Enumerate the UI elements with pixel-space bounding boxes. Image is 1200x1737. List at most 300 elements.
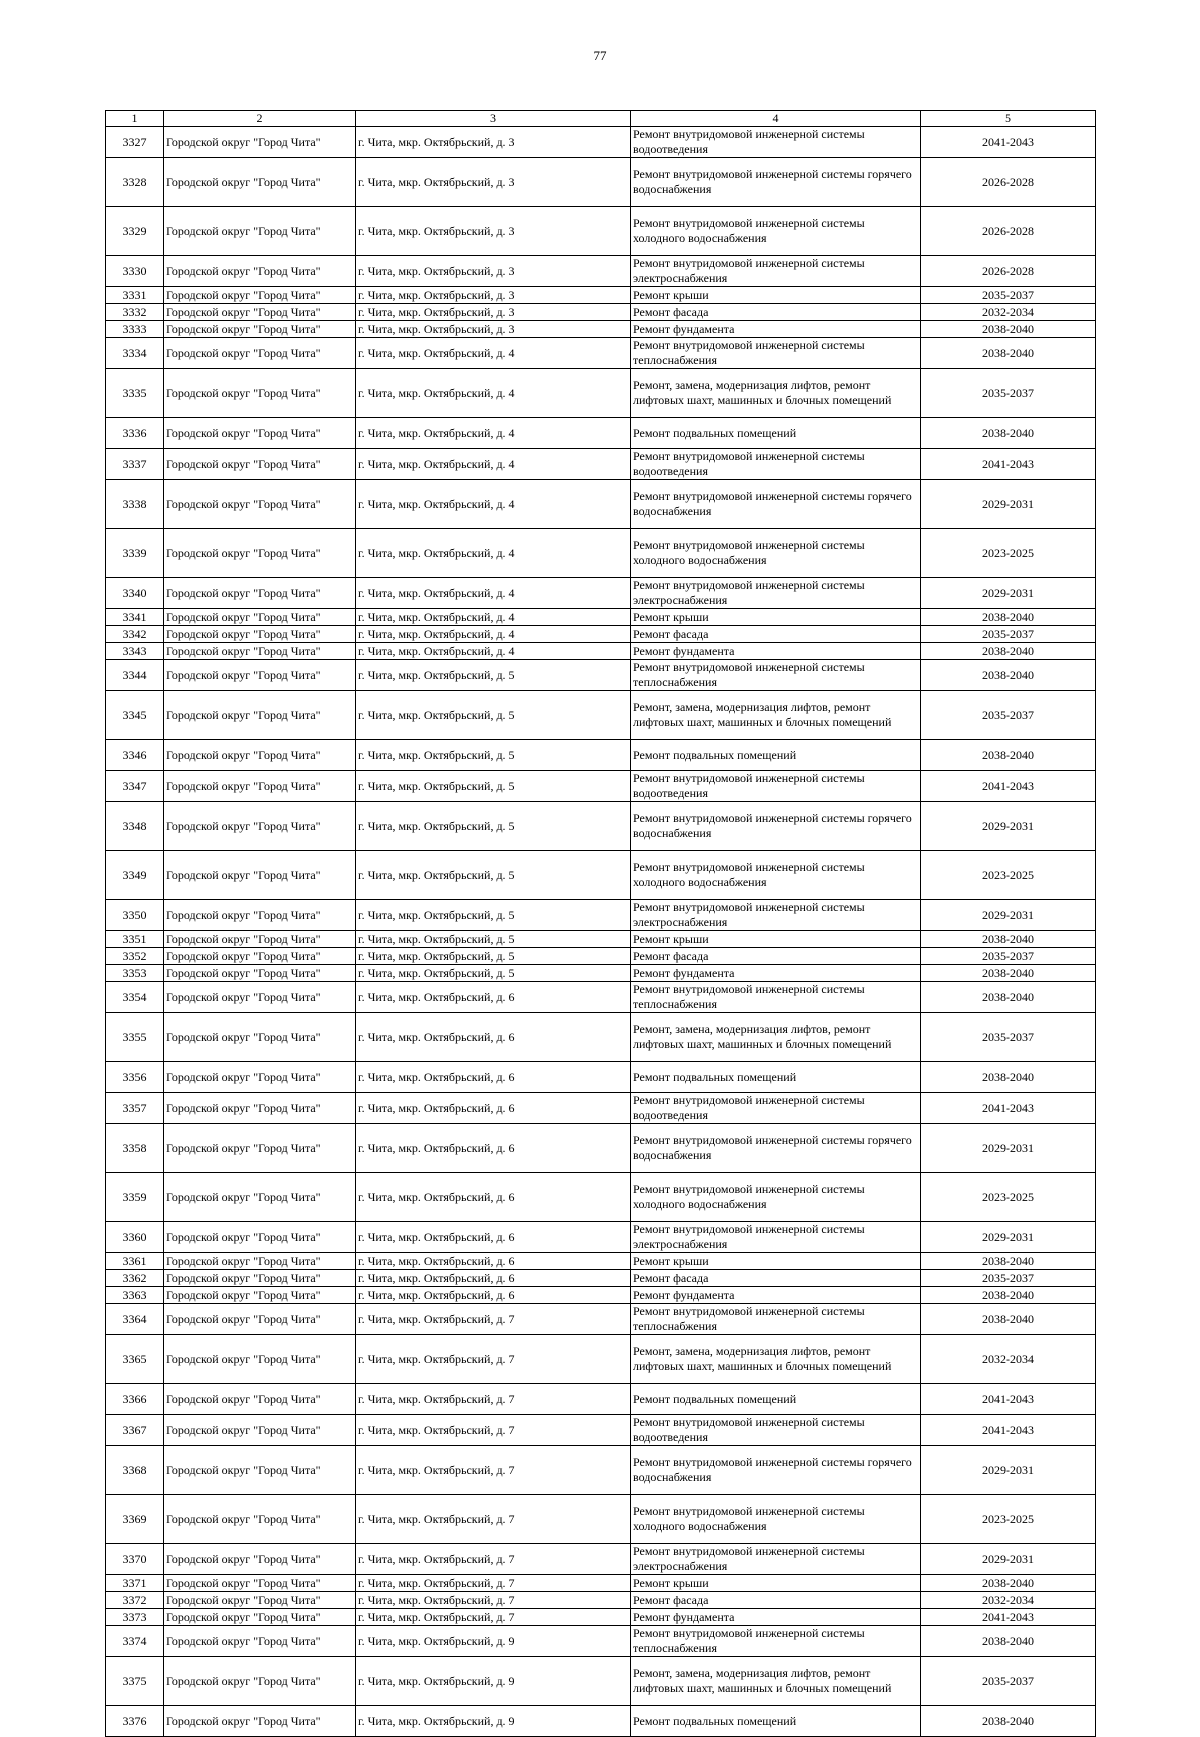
row-number-cell: 3330 <box>106 256 164 287</box>
period-cell: 2035-2037 <box>921 1657 1096 1706</box>
work-type-cell: Ремонт фундамента <box>631 643 921 660</box>
address-cell: г. Чита, мкр. Октябрьский, д. 4 <box>356 369 631 418</box>
table-row <box>106 1609 1096 1626</box>
municipality-cell: Городской округ "Город Чита" <box>164 1013 356 1062</box>
table-row <box>106 1173 1096 1222</box>
work-type-cell: Ремонт внутридомовой инженерной системы теплоснабжения <box>631 1626 921 1657</box>
work-type-cell: Ремонт, замена, модернизация лифтов, ремонт лифтовых шахт, машинных и блочных помещений <box>631 1013 921 1062</box>
row-number-cell: 3344 <box>106 660 164 691</box>
table-row <box>106 643 1096 660</box>
address-cell: г. Чита, мкр. Октябрьский, д. 3 <box>356 127 631 158</box>
address-cell: г. Чита, мкр. Октябрьский, д. 3 <box>356 321 631 338</box>
row-number-cell: 3373 <box>106 1609 164 1626</box>
period-cell: 2038-2040 <box>921 643 1096 660</box>
table-row <box>106 287 1096 304</box>
period-cell: 2038-2040 <box>921 1575 1096 1592</box>
period-cell: 2038-2040 <box>921 1062 1096 1093</box>
table-row <box>106 1013 1096 1062</box>
row-number-cell: 3364 <box>106 1304 164 1335</box>
table-row <box>106 418 1096 449</box>
work-type-cell: Ремонт внутридомовой инженерной системы горячего водоснабжения <box>631 802 921 851</box>
period-cell: 2038-2040 <box>921 1287 1096 1304</box>
row-number-cell: 3361 <box>106 1253 164 1270</box>
municipality-cell: Городской округ "Город Чита" <box>164 1062 356 1093</box>
table-row <box>106 802 1096 851</box>
period-cell: 2035-2037 <box>921 1270 1096 1287</box>
municipality-cell: Городской округ "Город Чита" <box>164 740 356 771</box>
table-row <box>106 931 1096 948</box>
work-type-cell: Ремонт фасада <box>631 1592 921 1609</box>
work-type-cell: Ремонт внутридомовой инженерной системы горячего водоснабжения <box>631 1124 921 1173</box>
period-cell: 2029-2031 <box>921 1124 1096 1173</box>
table-row <box>106 578 1096 609</box>
period-cell: 2041-2043 <box>921 1609 1096 1626</box>
municipality-cell: Городской округ "Город Чита" <box>164 1544 356 1575</box>
row-number-cell: 3368 <box>106 1446 164 1495</box>
work-type-cell: Ремонт внутридомовой инженерной системы холодного водоснабжения <box>631 1495 921 1544</box>
municipality-cell: Городской округ "Город Чита" <box>164 1270 356 1287</box>
municipality-cell: Городской округ "Город Чита" <box>164 948 356 965</box>
period-cell: 2032-2034 <box>921 304 1096 321</box>
row-number-cell: 3332 <box>106 304 164 321</box>
work-type-cell: Ремонт внутридомовой инженерной системы водоотведения <box>631 1415 921 1446</box>
address-cell: г. Чита, мкр. Октябрьский, д. 5 <box>356 948 631 965</box>
address-cell: г. Чита, мкр. Октябрьский, д. 3 <box>356 207 631 256</box>
row-number-cell: 3347 <box>106 771 164 802</box>
address-cell: г. Чита, мкр. Октябрьский, д. 9 <box>356 1657 631 1706</box>
work-type-cell: Ремонт внутридомовой инженерной системы теплоснабжения <box>631 1304 921 1335</box>
work-type-cell: Ремонт, замена, модернизация лифтов, ремонт лифтовых шахт, машинных и блочных помещений <box>631 369 921 418</box>
address-cell: г. Чита, мкр. Октябрьский, д. 5 <box>356 691 631 740</box>
row-number-cell: 3329 <box>106 207 164 256</box>
row-number-cell: 3353 <box>106 965 164 982</box>
period-cell: 2038-2040 <box>921 982 1096 1013</box>
address-cell: г. Чита, мкр. Октябрьский, д. 5 <box>356 931 631 948</box>
address-cell: г. Чита, мкр. Октябрьский, д. 6 <box>356 982 631 1013</box>
column-number-row <box>106 111 1096 127</box>
row-number-cell: 3336 <box>106 418 164 449</box>
municipality-cell: Городской округ "Город Чита" <box>164 609 356 626</box>
address-cell: г. Чита, мкр. Октябрьский, д. 4 <box>356 529 631 578</box>
municipality-cell: Городской округ "Город Чита" <box>164 1626 356 1657</box>
table-row <box>106 449 1096 480</box>
address-cell: г. Чита, мкр. Октябрьский, д. 4 <box>356 578 631 609</box>
work-type-cell: Ремонт внутридомовой инженерной системы водоотведения <box>631 771 921 802</box>
municipality-cell: Городской округ "Город Чита" <box>164 1495 356 1544</box>
table-row <box>106 1062 1096 1093</box>
row-number-cell: 3348 <box>106 802 164 851</box>
municipality-cell: Городской округ "Город Чита" <box>164 851 356 900</box>
address-cell: г. Чита, мкр. Октябрьский, д. 4 <box>356 418 631 449</box>
repair-schedule-table <box>105 110 1096 1737</box>
work-type-cell: Ремонт внутридомовой инженерной системы водоотведения <box>631 127 921 158</box>
work-type-cell: Ремонт фасада <box>631 948 921 965</box>
work-type-cell: Ремонт крыши <box>631 287 921 304</box>
table-row <box>106 900 1096 931</box>
work-type-cell: Ремонт фундамента <box>631 321 921 338</box>
table-row <box>106 1222 1096 1253</box>
period-cell: 2023-2025 <box>921 1495 1096 1544</box>
row-number-cell: 3354 <box>106 982 164 1013</box>
municipality-cell: Городской округ "Город Чита" <box>164 1173 356 1222</box>
period-cell: 2038-2040 <box>921 1304 1096 1335</box>
period-cell: 2029-2031 <box>921 900 1096 931</box>
table-row <box>106 158 1096 207</box>
work-type-cell: Ремонт фасада <box>631 1270 921 1287</box>
row-number-cell: 3366 <box>106 1384 164 1415</box>
municipality-cell: Городской округ "Город Чита" <box>164 1124 356 1173</box>
municipality-cell: Городской округ "Город Чита" <box>164 578 356 609</box>
row-number-cell: 3358 <box>106 1124 164 1173</box>
address-cell: г. Чита, мкр. Октябрьский, д. 6 <box>356 1222 631 1253</box>
address-cell: г. Чита, мкр. Октябрьский, д. 4 <box>356 338 631 369</box>
period-cell: 2035-2037 <box>921 369 1096 418</box>
period-cell: 2038-2040 <box>921 1253 1096 1270</box>
address-cell: г. Чита, мкр. Октябрьский, д. 7 <box>356 1415 631 1446</box>
period-cell: 2038-2040 <box>921 660 1096 691</box>
table-row <box>106 1287 1096 1304</box>
table-row <box>106 851 1096 900</box>
work-type-cell: Ремонт фундамента <box>631 1287 921 1304</box>
column-header: 1 <box>106 111 164 127</box>
period-cell: 2038-2040 <box>921 418 1096 449</box>
municipality-cell: Городской округ "Город Чита" <box>164 1657 356 1706</box>
row-number-cell: 3374 <box>106 1626 164 1657</box>
period-cell: 2038-2040 <box>921 609 1096 626</box>
municipality-cell: Городской округ "Город Чита" <box>164 691 356 740</box>
address-cell: г. Чита, мкр. Октябрьский, д. 6 <box>356 1062 631 1093</box>
period-cell: 2023-2025 <box>921 851 1096 900</box>
municipality-cell: Городской округ "Город Чита" <box>164 158 356 207</box>
table-row <box>106 660 1096 691</box>
municipality-cell: Городской округ "Город Чита" <box>164 982 356 1013</box>
work-type-cell: Ремонт внутридомовой инженерной системы холодного водоснабжения <box>631 207 921 256</box>
period-cell: 2041-2043 <box>921 771 1096 802</box>
work-type-cell: Ремонт подвальных помещений <box>631 1384 921 1415</box>
period-cell: 2038-2040 <box>921 1626 1096 1657</box>
table-row <box>106 948 1096 965</box>
period-cell: 2026-2028 <box>921 256 1096 287</box>
table-row <box>106 321 1096 338</box>
municipality-cell: Городской округ "Город Чита" <box>164 1253 356 1270</box>
municipality-cell: Городской округ "Город Чита" <box>164 1384 356 1415</box>
period-cell: 2035-2037 <box>921 626 1096 643</box>
table-row <box>106 1124 1096 1173</box>
table-row <box>106 369 1096 418</box>
municipality-cell: Городской округ "Город Чита" <box>164 965 356 982</box>
address-cell: г. Чита, мкр. Октябрьский, д. 5 <box>356 660 631 691</box>
table-row <box>106 338 1096 369</box>
municipality-cell: Городской округ "Город Чита" <box>164 529 356 578</box>
municipality-cell: Городской округ "Город Чита" <box>164 626 356 643</box>
work-type-cell: Ремонт внутридомовой инженерной системы электроснабжения <box>631 1222 921 1253</box>
municipality-cell: Городской округ "Город Чита" <box>164 480 356 529</box>
table-row <box>106 207 1096 256</box>
period-cell: 2032-2034 <box>921 1335 1096 1384</box>
municipality-cell: Городской округ "Город Чита" <box>164 127 356 158</box>
row-number-cell: 3342 <box>106 626 164 643</box>
municipality-cell: Городской округ "Город Чита" <box>164 1222 356 1253</box>
row-number-cell: 3328 <box>106 158 164 207</box>
table-row <box>106 529 1096 578</box>
address-cell: г. Чита, мкр. Октябрьский, д. 5 <box>356 771 631 802</box>
municipality-cell: Городской округ "Город Чита" <box>164 449 356 480</box>
period-cell: 2038-2040 <box>921 338 1096 369</box>
row-number-cell: 3372 <box>106 1592 164 1609</box>
row-number-cell: 3370 <box>106 1544 164 1575</box>
row-number-cell: 3363 <box>106 1287 164 1304</box>
period-cell: 2029-2031 <box>921 578 1096 609</box>
table-row <box>106 1592 1096 1609</box>
column-header: 4 <box>631 111 921 127</box>
work-type-cell: Ремонт подвальных помещений <box>631 1706 921 1737</box>
municipality-cell: Городской округ "Город Чита" <box>164 802 356 851</box>
table-row <box>106 1657 1096 1706</box>
work-type-cell: Ремонт внутридомовой инженерной системы горячего водоснабжения <box>631 480 921 529</box>
row-number-cell: 3369 <box>106 1495 164 1544</box>
municipality-cell: Городской округ "Город Чита" <box>164 900 356 931</box>
row-number-cell: 3338 <box>106 480 164 529</box>
address-cell: г. Чита, мкр. Октябрьский, д. 3 <box>356 304 631 321</box>
work-type-cell: Ремонт внутридомовой инженерной системы горячего водоснабжения <box>631 158 921 207</box>
table-row <box>106 982 1096 1013</box>
period-cell: 2035-2037 <box>921 948 1096 965</box>
period-cell: 2041-2043 <box>921 1093 1096 1124</box>
address-cell: г. Чита, мкр. Октябрьский, д. 7 <box>356 1495 631 1544</box>
period-cell: 2041-2043 <box>921 127 1096 158</box>
municipality-cell: Городской округ "Город Чита" <box>164 287 356 304</box>
address-cell: г. Чита, мкр. Октябрьский, д. 5 <box>356 740 631 771</box>
row-number-cell: 3333 <box>106 321 164 338</box>
municipality-cell: Городской округ "Город Чита" <box>164 1335 356 1384</box>
address-cell: г. Чита, мкр. Октябрьский, д. 7 <box>356 1384 631 1415</box>
address-cell: г. Чита, мкр. Октябрьский, д. 9 <box>356 1706 631 1737</box>
work-type-cell: Ремонт крыши <box>631 931 921 948</box>
period-cell: 2038-2040 <box>921 931 1096 948</box>
work-type-cell: Ремонт внутридомовой инженерной системы теплоснабжения <box>631 982 921 1013</box>
address-cell: г. Чита, мкр. Октябрьский, д. 5 <box>356 802 631 851</box>
table-row <box>106 609 1096 626</box>
table-row <box>106 480 1096 529</box>
address-cell: г. Чита, мкр. Октябрьский, д. 5 <box>356 851 631 900</box>
period-cell: 2023-2025 <box>921 529 1096 578</box>
work-type-cell: Ремонт фундамента <box>631 965 921 982</box>
address-cell: г. Чита, мкр. Октябрьский, д. 6 <box>356 1124 631 1173</box>
address-cell: г. Чита, мкр. Октябрьский, д. 5 <box>356 965 631 982</box>
row-number-cell: 3351 <box>106 931 164 948</box>
municipality-cell: Городской округ "Город Чита" <box>164 207 356 256</box>
period-cell: 2038-2040 <box>921 321 1096 338</box>
table-row <box>106 256 1096 287</box>
work-type-cell: Ремонт подвальных помещений <box>631 740 921 771</box>
row-number-cell: 3334 <box>106 338 164 369</box>
work-type-cell: Ремонт крыши <box>631 609 921 626</box>
table-row <box>106 1093 1096 1124</box>
row-number-cell: 3376 <box>106 1706 164 1737</box>
work-type-cell: Ремонт внутридомовой инженерной системы электроснабжения <box>631 1544 921 1575</box>
table-row <box>106 304 1096 321</box>
period-cell: 2029-2031 <box>921 1222 1096 1253</box>
address-cell: г. Чита, мкр. Октябрьский, д. 3 <box>356 256 631 287</box>
address-cell: г. Чита, мкр. Октябрьский, д. 3 <box>356 158 631 207</box>
row-number-cell: 3341 <box>106 609 164 626</box>
period-cell: 2032-2034 <box>921 1592 1096 1609</box>
table-row <box>106 1446 1096 1495</box>
row-number-cell: 3371 <box>106 1575 164 1592</box>
municipality-cell: Городской округ "Город Чита" <box>164 1304 356 1335</box>
row-number-cell: 3335 <box>106 369 164 418</box>
address-cell: г. Чита, мкр. Октябрьский, д. 6 <box>356 1093 631 1124</box>
address-cell: г. Чита, мкр. Октябрьский, д. 9 <box>356 1626 631 1657</box>
municipality-cell: Городской округ "Город Чита" <box>164 660 356 691</box>
page-number: 77 <box>593 48 607 63</box>
work-type-cell: Ремонт внутридомовой инженерной системы холодного водоснабжения <box>631 851 921 900</box>
table-row <box>106 1253 1096 1270</box>
municipality-cell: Городской округ "Город Чита" <box>164 931 356 948</box>
address-cell: г. Чита, мкр. Октябрьский, д. 7 <box>356 1592 631 1609</box>
row-number-cell: 3346 <box>106 740 164 771</box>
table-row <box>106 771 1096 802</box>
work-type-cell: Ремонт крыши <box>631 1575 921 1592</box>
row-number-cell: 3356 <box>106 1062 164 1093</box>
work-type-cell: Ремонт внутридомовой инженерной системы водоотведения <box>631 449 921 480</box>
municipality-cell: Городской округ "Город Чита" <box>164 1575 356 1592</box>
table-row <box>106 1335 1096 1384</box>
period-cell: 2038-2040 <box>921 965 1096 982</box>
row-number-cell: 3337 <box>106 449 164 480</box>
row-number-cell: 3367 <box>106 1415 164 1446</box>
work-type-cell: Ремонт внутридомовой инженерной системы электроснабжения <box>631 256 921 287</box>
municipality-cell: Городской округ "Город Чита" <box>164 1287 356 1304</box>
work-type-cell: Ремонт внутридомовой инженерной системы водоотведения <box>631 1093 921 1124</box>
address-cell: г. Чита, мкр. Октябрьский, д. 4 <box>356 480 631 529</box>
municipality-cell: Городской округ "Город Чита" <box>164 1415 356 1446</box>
address-cell: г. Чита, мкр. Октябрьский, д. 6 <box>356 1287 631 1304</box>
table-row <box>106 1495 1096 1544</box>
municipality-cell: Городской округ "Город Чита" <box>164 1592 356 1609</box>
row-number-cell: 3345 <box>106 691 164 740</box>
work-type-cell: Ремонт подвальных помещений <box>631 418 921 449</box>
period-cell: 2026-2028 <box>921 207 1096 256</box>
work-type-cell: Ремонт внутридомовой инженерной системы теплоснабжения <box>631 338 921 369</box>
column-header: 2 <box>164 111 356 127</box>
address-cell: г. Чита, мкр. Октябрьский, д. 6 <box>356 1270 631 1287</box>
table-body <box>106 127 1096 1737</box>
address-cell: г. Чита, мкр. Октябрьский, д. 7 <box>356 1446 631 1495</box>
municipality-cell: Городской округ "Город Чита" <box>164 1093 356 1124</box>
table-row <box>106 127 1096 158</box>
address-cell: г. Чита, мкр. Октябрьский, д. 4 <box>356 626 631 643</box>
period-cell: 2029-2031 <box>921 802 1096 851</box>
row-number-cell: 3331 <box>106 287 164 304</box>
work-type-cell: Ремонт, замена, модернизация лифтов, ремонт лифтовых шахт, машинных и блочных помещений <box>631 1335 921 1384</box>
table-row <box>106 1706 1096 1737</box>
work-type-cell: Ремонт внутридомовой инженерной системы холодного водоснабжения <box>631 529 921 578</box>
table-row <box>106 1575 1096 1592</box>
row-number-cell: 3327 <box>106 127 164 158</box>
row-number-cell: 3340 <box>106 578 164 609</box>
address-cell: г. Чита, мкр. Октябрьский, д. 6 <box>356 1013 631 1062</box>
municipality-cell: Городской округ "Город Чита" <box>164 1706 356 1737</box>
address-cell: г. Чита, мкр. Октябрьский, д. 6 <box>356 1253 631 1270</box>
municipality-cell: Городской округ "Город Чита" <box>164 771 356 802</box>
work-type-cell: Ремонт, замена, модернизация лифтов, ремонт лифтовых шахт, машинных и блочных помещений <box>631 691 921 740</box>
row-number-cell: 3359 <box>106 1173 164 1222</box>
address-cell: г. Чита, мкр. Октябрьский, д. 5 <box>356 900 631 931</box>
municipality-cell: Городской округ "Город Чита" <box>164 643 356 660</box>
address-cell: г. Чита, мкр. Октябрьский, д. 7 <box>356 1304 631 1335</box>
row-number-cell: 3343 <box>106 643 164 660</box>
table-row <box>106 1384 1096 1415</box>
work-type-cell: Ремонт фасада <box>631 304 921 321</box>
column-header: 5 <box>921 111 1096 127</box>
row-number-cell: 3362 <box>106 1270 164 1287</box>
work-type-cell: Ремонт подвальных помещений <box>631 1062 921 1093</box>
period-cell: 2038-2040 <box>921 740 1096 771</box>
row-number-cell: 3360 <box>106 1222 164 1253</box>
table-row <box>106 1304 1096 1335</box>
work-type-cell: Ремонт крыши <box>631 1253 921 1270</box>
work-type-cell: Ремонт фасада <box>631 626 921 643</box>
work-type-cell: Ремонт внутридомовой инженерной системы горячего водоснабжения <box>631 1446 921 1495</box>
address-cell: г. Чита, мкр. Октябрьский, д. 4 <box>356 449 631 480</box>
row-number-cell: 3349 <box>106 851 164 900</box>
address-cell: г. Чита, мкр. Октябрьский, д. 7 <box>356 1609 631 1626</box>
work-type-cell: Ремонт внутридомовой инженерной системы холодного водоснабжения <box>631 1173 921 1222</box>
municipality-cell: Городской округ "Город Чита" <box>164 1446 356 1495</box>
table-row <box>106 740 1096 771</box>
row-number-cell: 3365 <box>106 1335 164 1384</box>
work-type-cell: Ремонт, замена, модернизация лифтов, ремонт лифтовых шахт, машинных и блочных помещений <box>631 1657 921 1706</box>
address-cell: г. Чита, мкр. Октябрьский, д. 7 <box>356 1544 631 1575</box>
period-cell: 2035-2037 <box>921 1013 1096 1062</box>
column-header: 3 <box>356 111 631 127</box>
municipality-cell: Городской округ "Город Чита" <box>164 256 356 287</box>
table-row <box>106 691 1096 740</box>
row-number-cell: 3355 <box>106 1013 164 1062</box>
work-type-cell: Ремонт фундамента <box>631 1609 921 1626</box>
period-cell: 2026-2028 <box>921 158 1096 207</box>
municipality-cell: Городской округ "Город Чита" <box>164 321 356 338</box>
table-row <box>106 626 1096 643</box>
address-cell: г. Чита, мкр. Октябрьский, д. 4 <box>356 643 631 660</box>
period-cell: 2035-2037 <box>921 691 1096 740</box>
row-number-cell: 3339 <box>106 529 164 578</box>
row-number-cell: 3357 <box>106 1093 164 1124</box>
row-number-cell: 3350 <box>106 900 164 931</box>
period-cell: 2023-2025 <box>921 1173 1096 1222</box>
municipality-cell: Городской округ "Город Чита" <box>164 369 356 418</box>
period-cell: 2035-2037 <box>921 287 1096 304</box>
period-cell: 2029-2031 <box>921 480 1096 529</box>
table-row <box>106 1544 1096 1575</box>
work-type-cell: Ремонт внутридомовой инженерной системы теплоснабжения <box>631 660 921 691</box>
municipality-cell: Городской округ "Город Чита" <box>164 304 356 321</box>
table-row <box>106 1626 1096 1657</box>
period-cell: 2038-2040 <box>921 1706 1096 1737</box>
work-type-cell: Ремонт внутридомовой инженерной системы электроснабжения <box>631 900 921 931</box>
period-cell: 2029-2031 <box>921 1446 1096 1495</box>
address-cell: г. Чита, мкр. Октябрьский, д. 7 <box>356 1575 631 1592</box>
row-number-cell: 3352 <box>106 948 164 965</box>
row-number-cell: 3375 <box>106 1657 164 1706</box>
address-cell: г. Чита, мкр. Октябрьский, д. 3 <box>356 287 631 304</box>
municipality-cell: Городской округ "Город Чита" <box>164 418 356 449</box>
address-cell: г. Чита, мкр. Октябрьский, д. 4 <box>356 609 631 626</box>
period-cell: 2041-2043 <box>921 1415 1096 1446</box>
municipality-cell: Городской округ "Город Чита" <box>164 338 356 369</box>
table-row <box>106 1415 1096 1446</box>
